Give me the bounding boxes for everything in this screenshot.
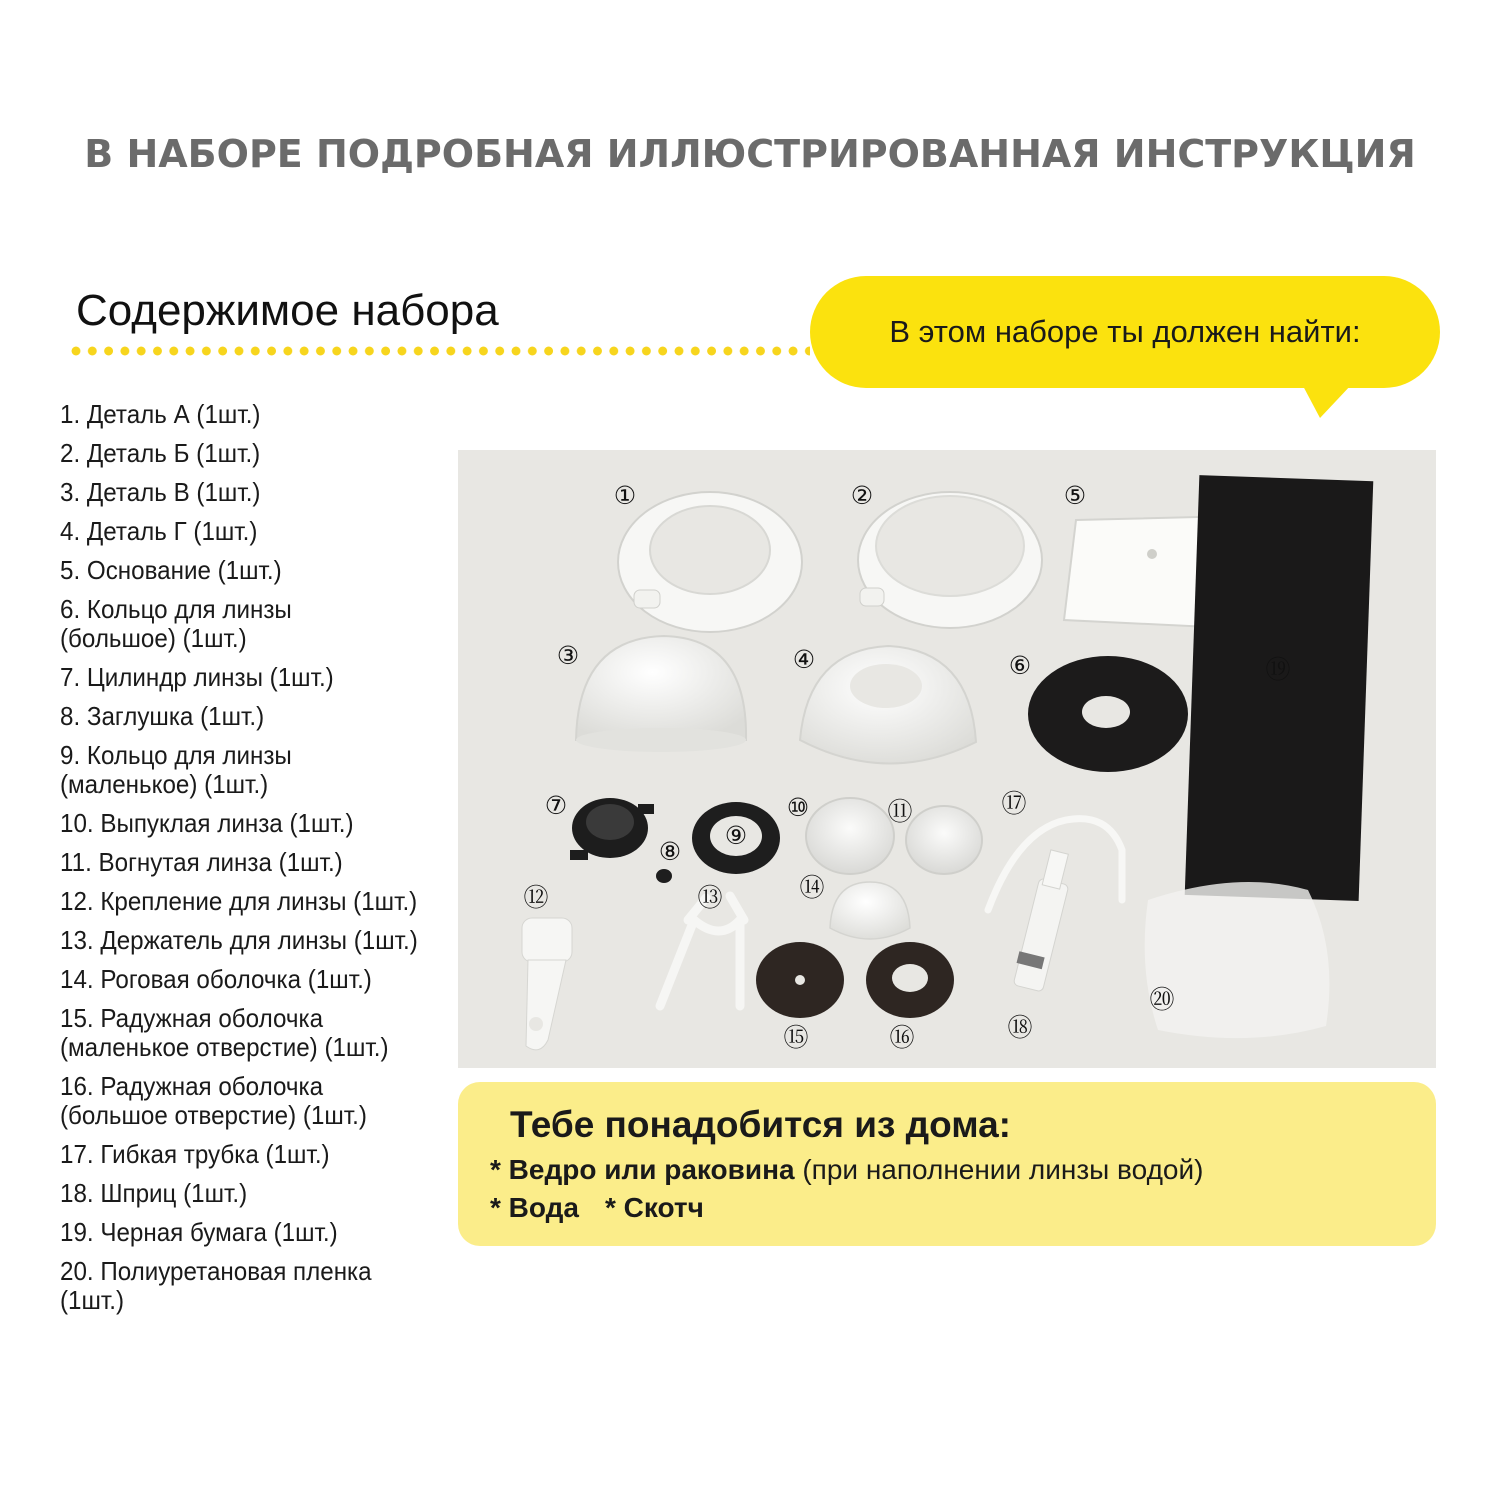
bucket-note: (при наполнении линзы водой) bbox=[794, 1154, 1204, 1185]
list-item: 10. Выпуклая линза (1шт.) bbox=[60, 808, 354, 838]
callout-9: ⑨ bbox=[724, 821, 748, 850]
callout-4: ④ bbox=[792, 645, 816, 674]
part-lens-cylinder bbox=[570, 798, 654, 860]
list-item: 16. Радужная оболочка (большое отверстие) (1шт.) bbox=[60, 1071, 367, 1130]
callout-16: ⑯ bbox=[889, 1023, 915, 1052]
callout-20: ⑳ bbox=[1149, 985, 1175, 1014]
list-item: 4. Деталь Г (1шт.) bbox=[60, 516, 258, 546]
contents-list bbox=[60, 400, 460, 1325]
callout-8: ⑧ bbox=[658, 837, 682, 866]
part-lens-mount bbox=[522, 918, 572, 1050]
list-item: 15. Радужная оболочка (маленькое отверстие) (1шт.) bbox=[60, 1003, 389, 1062]
part-black-paper bbox=[1185, 475, 1374, 901]
speech-bubble-tail bbox=[1302, 384, 1352, 418]
list-item: 3. Деталь В (1шт.) bbox=[60, 477, 261, 507]
part-concave-lens bbox=[906, 806, 982, 874]
list-item: 7. Цилиндр линзы (1шт.) bbox=[60, 662, 334, 692]
part-iris-large-hole bbox=[866, 942, 954, 1018]
list-item: 18. Шприц (1шт.) bbox=[60, 1178, 248, 1208]
kit-parts-photo bbox=[458, 450, 1436, 1068]
part-ring-a bbox=[618, 492, 802, 632]
list-item: 1. Деталь А (1шт.) bbox=[60, 399, 261, 429]
part-black-ring-large bbox=[1028, 656, 1188, 772]
list-item: 20. Полиуретановая пленка (1шт.) bbox=[60, 1256, 372, 1315]
callout-15: ⑮ bbox=[783, 1023, 809, 1052]
list-item: 6. Кольцо для линзы (большое) (1шт.) bbox=[60, 594, 292, 653]
part-ring-b bbox=[858, 492, 1042, 628]
callout-11: ⑪ bbox=[887, 797, 913, 826]
callout-19: ⑲ bbox=[1265, 655, 1291, 684]
list-item: 11. Вогнутая линза (1шт.) bbox=[60, 847, 343, 877]
callout-5: ⑤ bbox=[1063, 481, 1087, 510]
water-label: * Вода bbox=[490, 1192, 579, 1223]
callout-10: ⑩ bbox=[786, 793, 810, 822]
callout-3: ③ bbox=[556, 641, 580, 670]
speech-bubble bbox=[810, 276, 1440, 388]
list-item: 14. Роговая оболочка (1шт.) bbox=[60, 964, 372, 994]
household-items-title: Тебе понадобится из дома: bbox=[510, 1104, 1011, 1145]
callout-2: ② bbox=[850, 481, 874, 510]
callout-7: ⑦ bbox=[544, 791, 568, 820]
bucket-label: * Ведро или раковина bbox=[490, 1154, 795, 1185]
callout-6: ⑥ bbox=[1008, 651, 1032, 680]
callout-1: ① bbox=[613, 481, 637, 510]
part-polyurethane-film bbox=[1145, 882, 1330, 1038]
part-plug bbox=[656, 869, 672, 883]
list-item: 19. Черная бумага (1шт.) bbox=[60, 1217, 338, 1247]
list-item: 17. Гибкая трубка (1шт.) bbox=[60, 1139, 330, 1169]
tape-label: * Скотч bbox=[604, 1192, 704, 1223]
callout-14: ⑭ bbox=[799, 873, 825, 902]
callout-13: ⑬ bbox=[697, 883, 723, 912]
callout-12: ⑫ bbox=[523, 883, 549, 912]
list-item: 8. Заглушка (1шт.) bbox=[60, 701, 265, 731]
part-cornea bbox=[830, 882, 910, 939]
list-item: 5. Основание (1шт.) bbox=[60, 555, 282, 585]
section-title: Содержимое набора bbox=[76, 286, 499, 335]
part-syringe bbox=[1013, 850, 1069, 992]
speech-bubble-text: В этом наборе ты должен найти: bbox=[889, 314, 1361, 349]
household-item-bucket bbox=[490, 1154, 1203, 1186]
part-dome-d bbox=[800, 646, 976, 764]
callout-18: ⑱ bbox=[1007, 1013, 1033, 1042]
callout-17: ⑰ bbox=[1001, 789, 1027, 818]
part-lens-holder bbox=[660, 896, 744, 1006]
kit-parts-illustration bbox=[458, 450, 1436, 1068]
household-item-water-tape bbox=[490, 1192, 704, 1224]
dotted-divider bbox=[70, 345, 810, 357]
part-iris-small-hole bbox=[756, 942, 844, 1018]
household-items-box bbox=[458, 1082, 1436, 1246]
part-convex-lens bbox=[806, 798, 894, 874]
list-item: 12. Крепление для линзы (1шт.) bbox=[60, 886, 418, 916]
page-headline: В НАБОРЕ ПОДРОБНАЯ ИЛЛЮСТРИРОВАННАЯ ИНСТРУКЦИЯ bbox=[84, 132, 1416, 176]
part-dome-c bbox=[576, 636, 746, 752]
list-item: 13. Держатель для линзы (1шт.) bbox=[60, 925, 418, 955]
list-item: 2. Деталь Б (1шт.) bbox=[60, 438, 261, 468]
list-item: 9. Кольцо для линзы (маленькое) (1шт.) bbox=[60, 740, 292, 799]
